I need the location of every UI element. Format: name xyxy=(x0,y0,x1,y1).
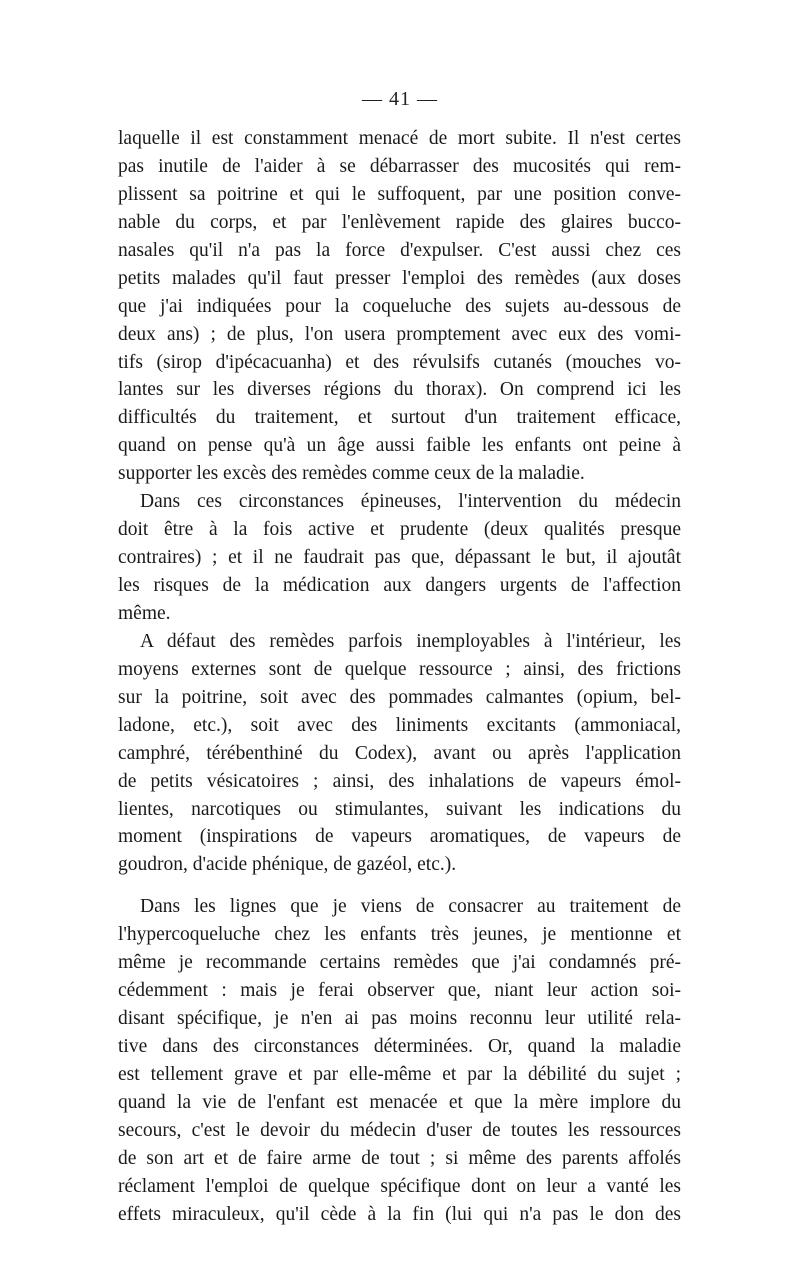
text-line: même je recommande certains remèdes que j'ai condamnés pré- xyxy=(118,952,681,974)
text-line: quand on pense qu'à un âge aussi faible les enfants ont peine à xyxy=(118,435,681,457)
text-line: est tellement grave et par elle-même et par la débilité du sujet ; xyxy=(118,1063,681,1085)
text-line: effets miraculeux, qu'il cède à la fin (lui qui n'a pas le don des xyxy=(118,1203,681,1225)
text-line: laquelle il est constamment menacé de mort subite. Il n'est certes xyxy=(118,128,681,149)
text-line: les risques de la médication aux dangers urgents de l'affection xyxy=(118,575,681,596)
text-line: moyens externes sont de quelque ressource ; ainsi, des frictions xyxy=(118,658,681,680)
text-line: petits malades qu'il faut presser l'emploi des remèdes (aux doses xyxy=(118,267,681,289)
text-line: Dans ces circonstances épineuses, l'intervention du médecin xyxy=(140,491,681,513)
paragraph xyxy=(118,893,681,1228)
text-line: lantes sur les diverses régions du thorax). On comprend ici les xyxy=(118,379,681,401)
text-line: de son art et de faire arme de tout ; si même des parents affolés xyxy=(118,1147,681,1169)
text-line: secours, c'est le devoir du médecin d'user de toutes les ressources xyxy=(118,1119,681,1141)
text-line: nasales qu'il n'a pas la force d'expulser. C'est aussi chez ces xyxy=(118,239,681,261)
paragraph xyxy=(118,488,681,628)
text-line: cédemment : mais je ferai observer que, niant leur action soi- xyxy=(118,980,681,1002)
text-line: difficultés du traitement, et surtout d'un traitement efficace, xyxy=(118,407,681,429)
text-line: ladone, etc.), soit avec des liniments excitants (ammoniacal, xyxy=(118,714,681,736)
text-line: doit être à la fois active et prudente (deux qualités presque xyxy=(118,519,681,541)
text-line: moment (inspirations de vapeurs aromatiques, de vapeurs de xyxy=(118,826,681,848)
text-line: supporter les excès des remèdes comme ceux de la maladie. xyxy=(118,463,585,485)
text-line: contraires) ; et il ne faudrait pas que, dépassant le but, il ajoutât xyxy=(118,547,681,569)
text-line: camphré, térébenthiné du Codex), avant ou après l'application xyxy=(118,742,681,764)
paragraph xyxy=(118,628,681,879)
text-line: sur la poitrine, soit avec des pommades calmantes (opium, bel- xyxy=(118,686,681,708)
text-line: que j'ai indiquées pour la coqueluche des sujets au-dessous de xyxy=(118,295,681,317)
body-text xyxy=(118,125,681,1229)
text-line: l'hypercoqueluche chez les enfants très jeunes, je mentionne et xyxy=(118,924,681,946)
text-line: quand la vie de l'enfant est menacée et que la mère implore du xyxy=(118,1091,681,1113)
text-line: de petits vésicatoires ; ainsi, des inhalations de vapeurs émol- xyxy=(118,770,681,792)
paragraph xyxy=(118,125,681,488)
page-number: — 41 — xyxy=(362,88,438,110)
text-line: réclament l'emploi de quelque spécifique dont on leur a vanté les xyxy=(118,1175,681,1197)
text-line: deux ans) ; de plus, l'on usera promptement avec eux des vomi- xyxy=(118,323,681,345)
text-line: lientes, narcotiques ou stimulantes, suivant les indications du xyxy=(118,798,681,820)
text-line: pas inutile de l'aider à se débarrasser des mucosités qui rem- xyxy=(118,155,681,177)
text-line: disant spécifique, je n'en ai pas moins reconnu leur utilité rela- xyxy=(118,1008,681,1030)
text-line: goudron, d'acide phénique, de gazéol, etc.). xyxy=(118,854,457,876)
text-line: tive dans des circonstances déterminées. Or, quand la maladie xyxy=(118,1036,681,1057)
text-line: plissent sa poitrine et qui le suffoquent, par une position conve- xyxy=(118,183,681,205)
text-line: Dans les lignes que je viens de consacrer au traitement de xyxy=(140,896,681,918)
text-line: tifs (sirop d'ipécacuanha) et des révulsifs cutanés (mouches vo- xyxy=(118,351,681,373)
text-line: même. xyxy=(118,602,171,624)
text-line: A défaut des remèdes parfois inemployables à l'intérieur, les xyxy=(140,630,681,652)
text-line: nable du corps, et par l'enlèvement rapide des glaires bucco- xyxy=(118,211,681,233)
